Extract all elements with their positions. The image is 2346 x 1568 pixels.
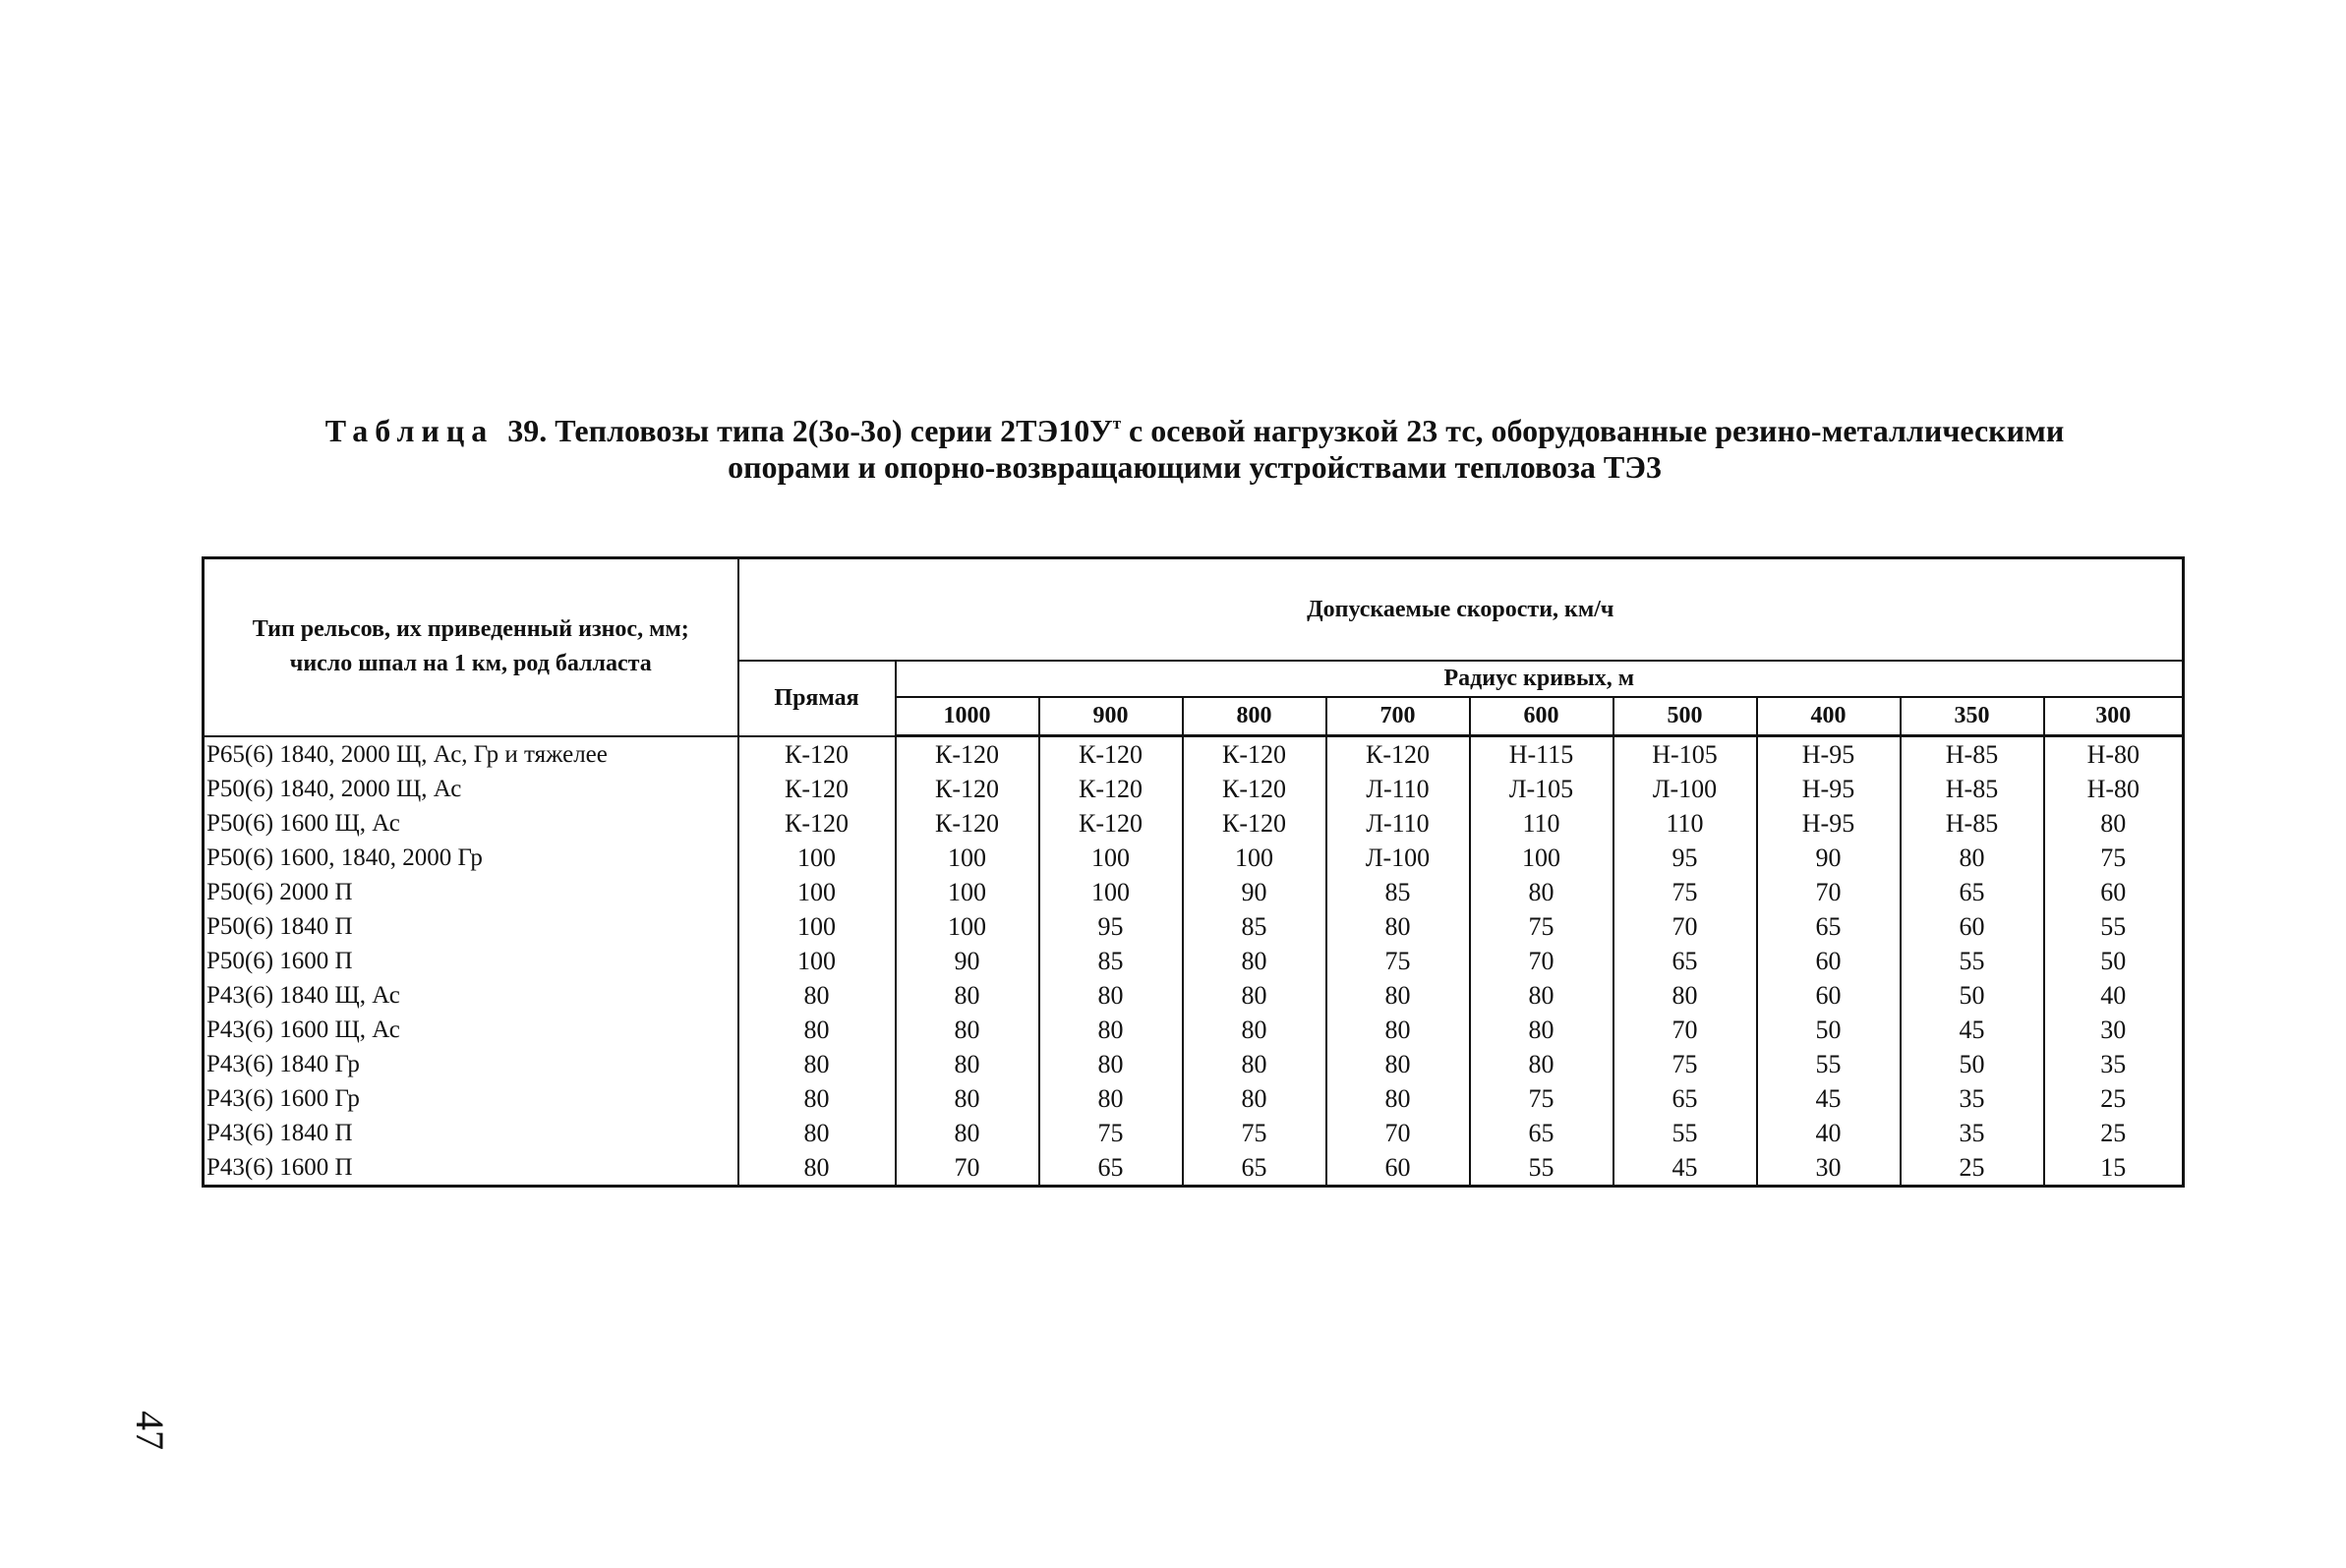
curve-speed-cell: 100 bbox=[896, 841, 1039, 875]
rail-type-cell: Р50(6) 2000 П bbox=[204, 875, 738, 909]
curve-speed-cell: 55 bbox=[2044, 909, 2184, 944]
speed-table bbox=[202, 556, 2185, 1188]
curve-speed-cell: 75 bbox=[2044, 841, 2184, 875]
straight-speed-cell: 100 bbox=[738, 875, 896, 909]
curve-speed-cell: 35 bbox=[1901, 1116, 2044, 1150]
curve-speed-cell: 70 bbox=[1326, 1116, 1470, 1150]
curve-speed-cell: 75 bbox=[1039, 1116, 1183, 1150]
straight-speed-cell: К-120 bbox=[738, 806, 896, 841]
curve-speed-cell: 90 bbox=[896, 944, 1039, 978]
curve-speed-cell: Л-105 bbox=[1470, 772, 1613, 806]
curve-speed-cell: 50 bbox=[1901, 978, 2044, 1013]
curve-speed-cell: 30 bbox=[2044, 1013, 2184, 1047]
curve-speed-cell: 95 bbox=[1039, 909, 1183, 944]
straight-speed-cell: 80 bbox=[738, 1013, 896, 1047]
table-header bbox=[204, 558, 2184, 736]
curve-speed-cell: Л-110 bbox=[1326, 772, 1470, 806]
curve-speed-cell: 80 bbox=[896, 1081, 1039, 1116]
curve-speed-cell: 80 bbox=[1326, 1047, 1470, 1081]
curve-speed-cell: Н-95 bbox=[1757, 736, 1901, 773]
straight-speed-cell: К-120 bbox=[738, 772, 896, 806]
curve-speed-cell: 100 bbox=[1039, 841, 1183, 875]
rail-type-header: Тип рельсов, их приведенный износ, мм; число шпал на 1 км, род балласта bbox=[204, 558, 738, 736]
curve-speed-cell: 80 bbox=[1470, 978, 1613, 1013]
straight-speed-cell: 100 bbox=[738, 909, 896, 944]
rail-type-cell: Р50(6) 1600, 1840, 2000 Гр bbox=[204, 841, 738, 875]
rail-type-cell: Р50(6) 1840, 2000 Щ, Ас bbox=[204, 772, 738, 806]
table-row bbox=[204, 1116, 2184, 1150]
table-row bbox=[204, 1013, 2184, 1047]
curve-speed-cell: 80 bbox=[1039, 978, 1183, 1013]
curve-speed-cell: 110 bbox=[1470, 806, 1613, 841]
table-row bbox=[204, 772, 2184, 806]
table-row bbox=[204, 736, 2184, 773]
curve-speed-cell: 85 bbox=[1183, 909, 1326, 944]
radius-column-header: 600 bbox=[1470, 697, 1613, 736]
curve-speed-cell: Н-80 bbox=[2044, 772, 2184, 806]
curve-speed-cell: 70 bbox=[1613, 1013, 1757, 1047]
curve-speed-cell: 80 bbox=[896, 1013, 1039, 1047]
curve-speed-cell: 60 bbox=[1901, 909, 2044, 944]
radius-column-header: 500 bbox=[1613, 697, 1757, 736]
radius-header: Радиус кривых, м bbox=[896, 661, 2184, 697]
curve-speed-cell: 80 bbox=[1039, 1047, 1183, 1081]
rail-type-cell: Р43(6) 1600 Щ, Ас bbox=[204, 1013, 738, 1047]
speeds-header: Допускаемые скорости, км/ч bbox=[738, 558, 2184, 662]
radius-column-header: 300 bbox=[2044, 697, 2184, 736]
curve-speed-cell: 80 bbox=[1470, 1013, 1613, 1047]
curve-speed-cell: 60 bbox=[2044, 875, 2184, 909]
curve-speed-cell: 75 bbox=[1326, 944, 1470, 978]
curve-speed-cell: Н-105 bbox=[1613, 736, 1757, 773]
curve-speed-cell: 85 bbox=[1326, 875, 1470, 909]
curve-speed-cell: 60 bbox=[1757, 978, 1901, 1013]
curve-speed-cell: 45 bbox=[1901, 1013, 2044, 1047]
rail-type-cell: Р43(6) 1840 Гр bbox=[204, 1047, 738, 1081]
curve-speed-cell: К-120 bbox=[1183, 772, 1326, 806]
curve-speed-cell: 80 bbox=[1326, 1013, 1470, 1047]
curve-speed-cell: Н-95 bbox=[1757, 772, 1901, 806]
curve-speed-cell: 65 bbox=[1613, 1081, 1757, 1116]
radius-column-header: 900 bbox=[1039, 697, 1183, 736]
curve-speed-cell: 65 bbox=[1901, 875, 2044, 909]
rail-type-cell: Р43(6) 1840 П bbox=[204, 1116, 738, 1150]
straight-speed-cell: 80 bbox=[738, 1116, 896, 1150]
curve-speed-cell: 100 bbox=[1470, 841, 1613, 875]
curve-speed-cell: 90 bbox=[1183, 875, 1326, 909]
curve-speed-cell: 35 bbox=[1901, 1081, 2044, 1116]
table-caption bbox=[197, 413, 2193, 486]
curve-speed-cell: 75 bbox=[1613, 875, 1757, 909]
curve-speed-cell: 70 bbox=[1470, 944, 1613, 978]
curve-speed-cell: 80 bbox=[1039, 1013, 1183, 1047]
caption-label: Таблица bbox=[324, 413, 495, 448]
table-row bbox=[204, 841, 2184, 875]
rail-type-cell: Р43(6) 1600 Гр bbox=[204, 1081, 738, 1116]
curve-speed-cell: 80 bbox=[1183, 1047, 1326, 1081]
straight-speed-cell: 80 bbox=[738, 1081, 896, 1116]
rail-type-cell: Р50(6) 1600 Щ, Ас bbox=[204, 806, 738, 841]
table-row bbox=[204, 1150, 2184, 1187]
straight-speed-cell: 80 bbox=[738, 1150, 896, 1187]
curve-speed-cell: 80 bbox=[1183, 944, 1326, 978]
curve-speed-cell: К-120 bbox=[1039, 736, 1183, 773]
curve-speed-cell: 55 bbox=[1901, 944, 2044, 978]
page-number: 47 bbox=[128, 1411, 172, 1450]
curve-speed-cell: 30 bbox=[1757, 1150, 1901, 1187]
curve-speed-cell: 40 bbox=[1757, 1116, 1901, 1150]
curve-speed-cell: Л-110 bbox=[1326, 806, 1470, 841]
radius-column-header: 400 bbox=[1757, 697, 1901, 736]
rail-type-cell: Р50(6) 1600 П bbox=[204, 944, 738, 978]
curve-speed-cell: К-120 bbox=[1039, 806, 1183, 841]
curve-speed-cell: 75 bbox=[1183, 1116, 1326, 1150]
curve-speed-cell: 75 bbox=[1613, 1047, 1757, 1081]
curve-speed-cell: 35 bbox=[2044, 1047, 2184, 1081]
curve-speed-cell: 95 bbox=[1613, 841, 1757, 875]
curve-speed-cell: К-120 bbox=[1039, 772, 1183, 806]
curve-speed-cell: 80 bbox=[1183, 978, 1326, 1013]
curve-speed-cell: 50 bbox=[1757, 1013, 1901, 1047]
curve-speed-cell: 40 bbox=[2044, 978, 2184, 1013]
curve-speed-cell: 100 bbox=[896, 875, 1039, 909]
table-row bbox=[204, 875, 2184, 909]
curve-speed-cell: 80 bbox=[896, 978, 1039, 1013]
curve-speed-cell: К-120 bbox=[896, 806, 1039, 841]
curve-speed-cell: К-120 bbox=[1326, 736, 1470, 773]
straight-speed-cell: 80 bbox=[738, 978, 896, 1013]
curve-speed-cell: Н-95 bbox=[1757, 806, 1901, 841]
curve-speed-cell: 80 bbox=[1470, 875, 1613, 909]
curve-speed-cell: Н-80 bbox=[2044, 736, 2184, 773]
curve-speed-cell: К-120 bbox=[1183, 806, 1326, 841]
curve-speed-cell: 70 bbox=[1613, 909, 1757, 944]
curve-speed-cell: 85 bbox=[1039, 944, 1183, 978]
curve-speed-cell: 80 bbox=[1470, 1047, 1613, 1081]
curve-speed-cell: 80 bbox=[1183, 1013, 1326, 1047]
caption-title-superscript: т bbox=[1112, 414, 1122, 433]
caption-line-1 bbox=[197, 413, 2193, 449]
rail-type-cell: Р65(6) 1840, 2000 Щ, Ас, Гр и тяжелее bbox=[204, 736, 738, 773]
curve-speed-cell: 80 bbox=[896, 1047, 1039, 1081]
radius-column-header: 1000 bbox=[896, 697, 1039, 736]
curve-speed-cell: 75 bbox=[1470, 909, 1613, 944]
curve-speed-cell: Л-100 bbox=[1326, 841, 1470, 875]
curve-speed-cell: 55 bbox=[1757, 1047, 1901, 1081]
caption-title-main: 39. Тепловозы типа 2(3о-3о) серии 2ТЭ10У bbox=[507, 413, 1113, 448]
curve-speed-cell: 25 bbox=[2044, 1081, 2184, 1116]
curve-speed-cell: 65 bbox=[1039, 1150, 1183, 1187]
table-row bbox=[204, 978, 2184, 1013]
rail-type-cell: Р43(6) 1600 П bbox=[204, 1150, 738, 1187]
curve-speed-cell: 80 bbox=[1613, 978, 1757, 1013]
curve-speed-cell: Н-85 bbox=[1901, 772, 2044, 806]
curve-speed-cell: 50 bbox=[1901, 1047, 2044, 1081]
table-row bbox=[204, 806, 2184, 841]
radius-column-header: 800 bbox=[1183, 697, 1326, 736]
curve-speed-cell: 80 bbox=[1326, 978, 1470, 1013]
curve-speed-cell: Н-85 bbox=[1901, 806, 2044, 841]
caption-title-tail: с осевой нагрузкой 23 тс, оборудованные резино-металлическими bbox=[1121, 413, 2065, 448]
curve-speed-cell: 15 bbox=[2044, 1150, 2184, 1187]
curve-speed-cell: 65 bbox=[1183, 1150, 1326, 1187]
curve-speed-cell: К-120 bbox=[896, 736, 1039, 773]
curve-speed-cell: 50 bbox=[2044, 944, 2184, 978]
table-row bbox=[204, 909, 2184, 944]
curve-speed-cell: 100 bbox=[1039, 875, 1183, 909]
curve-speed-cell: 110 bbox=[1613, 806, 1757, 841]
curve-speed-cell: 55 bbox=[1613, 1116, 1757, 1150]
curve-speed-cell: 80 bbox=[1326, 1081, 1470, 1116]
curve-speed-cell: Н-115 bbox=[1470, 736, 1613, 773]
curve-speed-cell: 75 bbox=[1470, 1081, 1613, 1116]
curve-speed-cell: Л-100 bbox=[1613, 772, 1757, 806]
straight-speed-cell: 80 bbox=[738, 1047, 896, 1081]
curve-speed-cell: К-120 bbox=[896, 772, 1039, 806]
radius-column-header: 700 bbox=[1326, 697, 1470, 736]
curve-speed-cell: 65 bbox=[1470, 1116, 1613, 1150]
curve-speed-cell: 80 bbox=[896, 1116, 1039, 1150]
table-body bbox=[204, 736, 2184, 1187]
curve-speed-cell: 60 bbox=[1326, 1150, 1470, 1187]
radius-column-header: 350 bbox=[1901, 697, 2044, 736]
curve-speed-cell: 70 bbox=[896, 1150, 1039, 1187]
curve-speed-cell: 25 bbox=[1901, 1150, 2044, 1187]
straight-speed-cell: 100 bbox=[738, 841, 896, 875]
curve-speed-cell: 65 bbox=[1613, 944, 1757, 978]
straight-speed-cell: 100 bbox=[738, 944, 896, 978]
table-row bbox=[204, 1081, 2184, 1116]
curve-speed-cell: 60 bbox=[1757, 944, 1901, 978]
caption-line-2: опорами и опорно-возвращающими устройствами тепловоза ТЭ3 bbox=[728, 449, 1662, 485]
curve-speed-cell: 100 bbox=[1183, 841, 1326, 875]
curve-speed-cell: 80 bbox=[1039, 1081, 1183, 1116]
table-row bbox=[204, 1047, 2184, 1081]
curve-speed-cell: 80 bbox=[1901, 841, 2044, 875]
curve-speed-cell: 90 bbox=[1757, 841, 1901, 875]
straight-header: Прямая bbox=[738, 661, 896, 736]
curve-speed-cell: 80 bbox=[1326, 909, 1470, 944]
header-row-1 bbox=[204, 558, 2184, 662]
curve-speed-cell: Н-85 bbox=[1901, 736, 2044, 773]
curve-speed-cell: 80 bbox=[2044, 806, 2184, 841]
rail-type-cell: Р50(6) 1840 П bbox=[204, 909, 738, 944]
curve-speed-cell: 70 bbox=[1757, 875, 1901, 909]
table-row bbox=[204, 944, 2184, 978]
curve-speed-cell: 55 bbox=[1470, 1150, 1613, 1187]
straight-speed-cell: К-120 bbox=[738, 736, 896, 773]
curve-speed-cell: 45 bbox=[1613, 1150, 1757, 1187]
curve-speed-cell: 45 bbox=[1757, 1081, 1901, 1116]
rail-type-cell: Р43(6) 1840 Щ, Ас bbox=[204, 978, 738, 1013]
curve-speed-cell: 65 bbox=[1757, 909, 1901, 944]
curve-speed-cell: К-120 bbox=[1183, 736, 1326, 773]
curve-speed-cell: 25 bbox=[2044, 1116, 2184, 1150]
curve-speed-cell: 100 bbox=[896, 909, 1039, 944]
curve-speed-cell: 80 bbox=[1183, 1081, 1326, 1116]
